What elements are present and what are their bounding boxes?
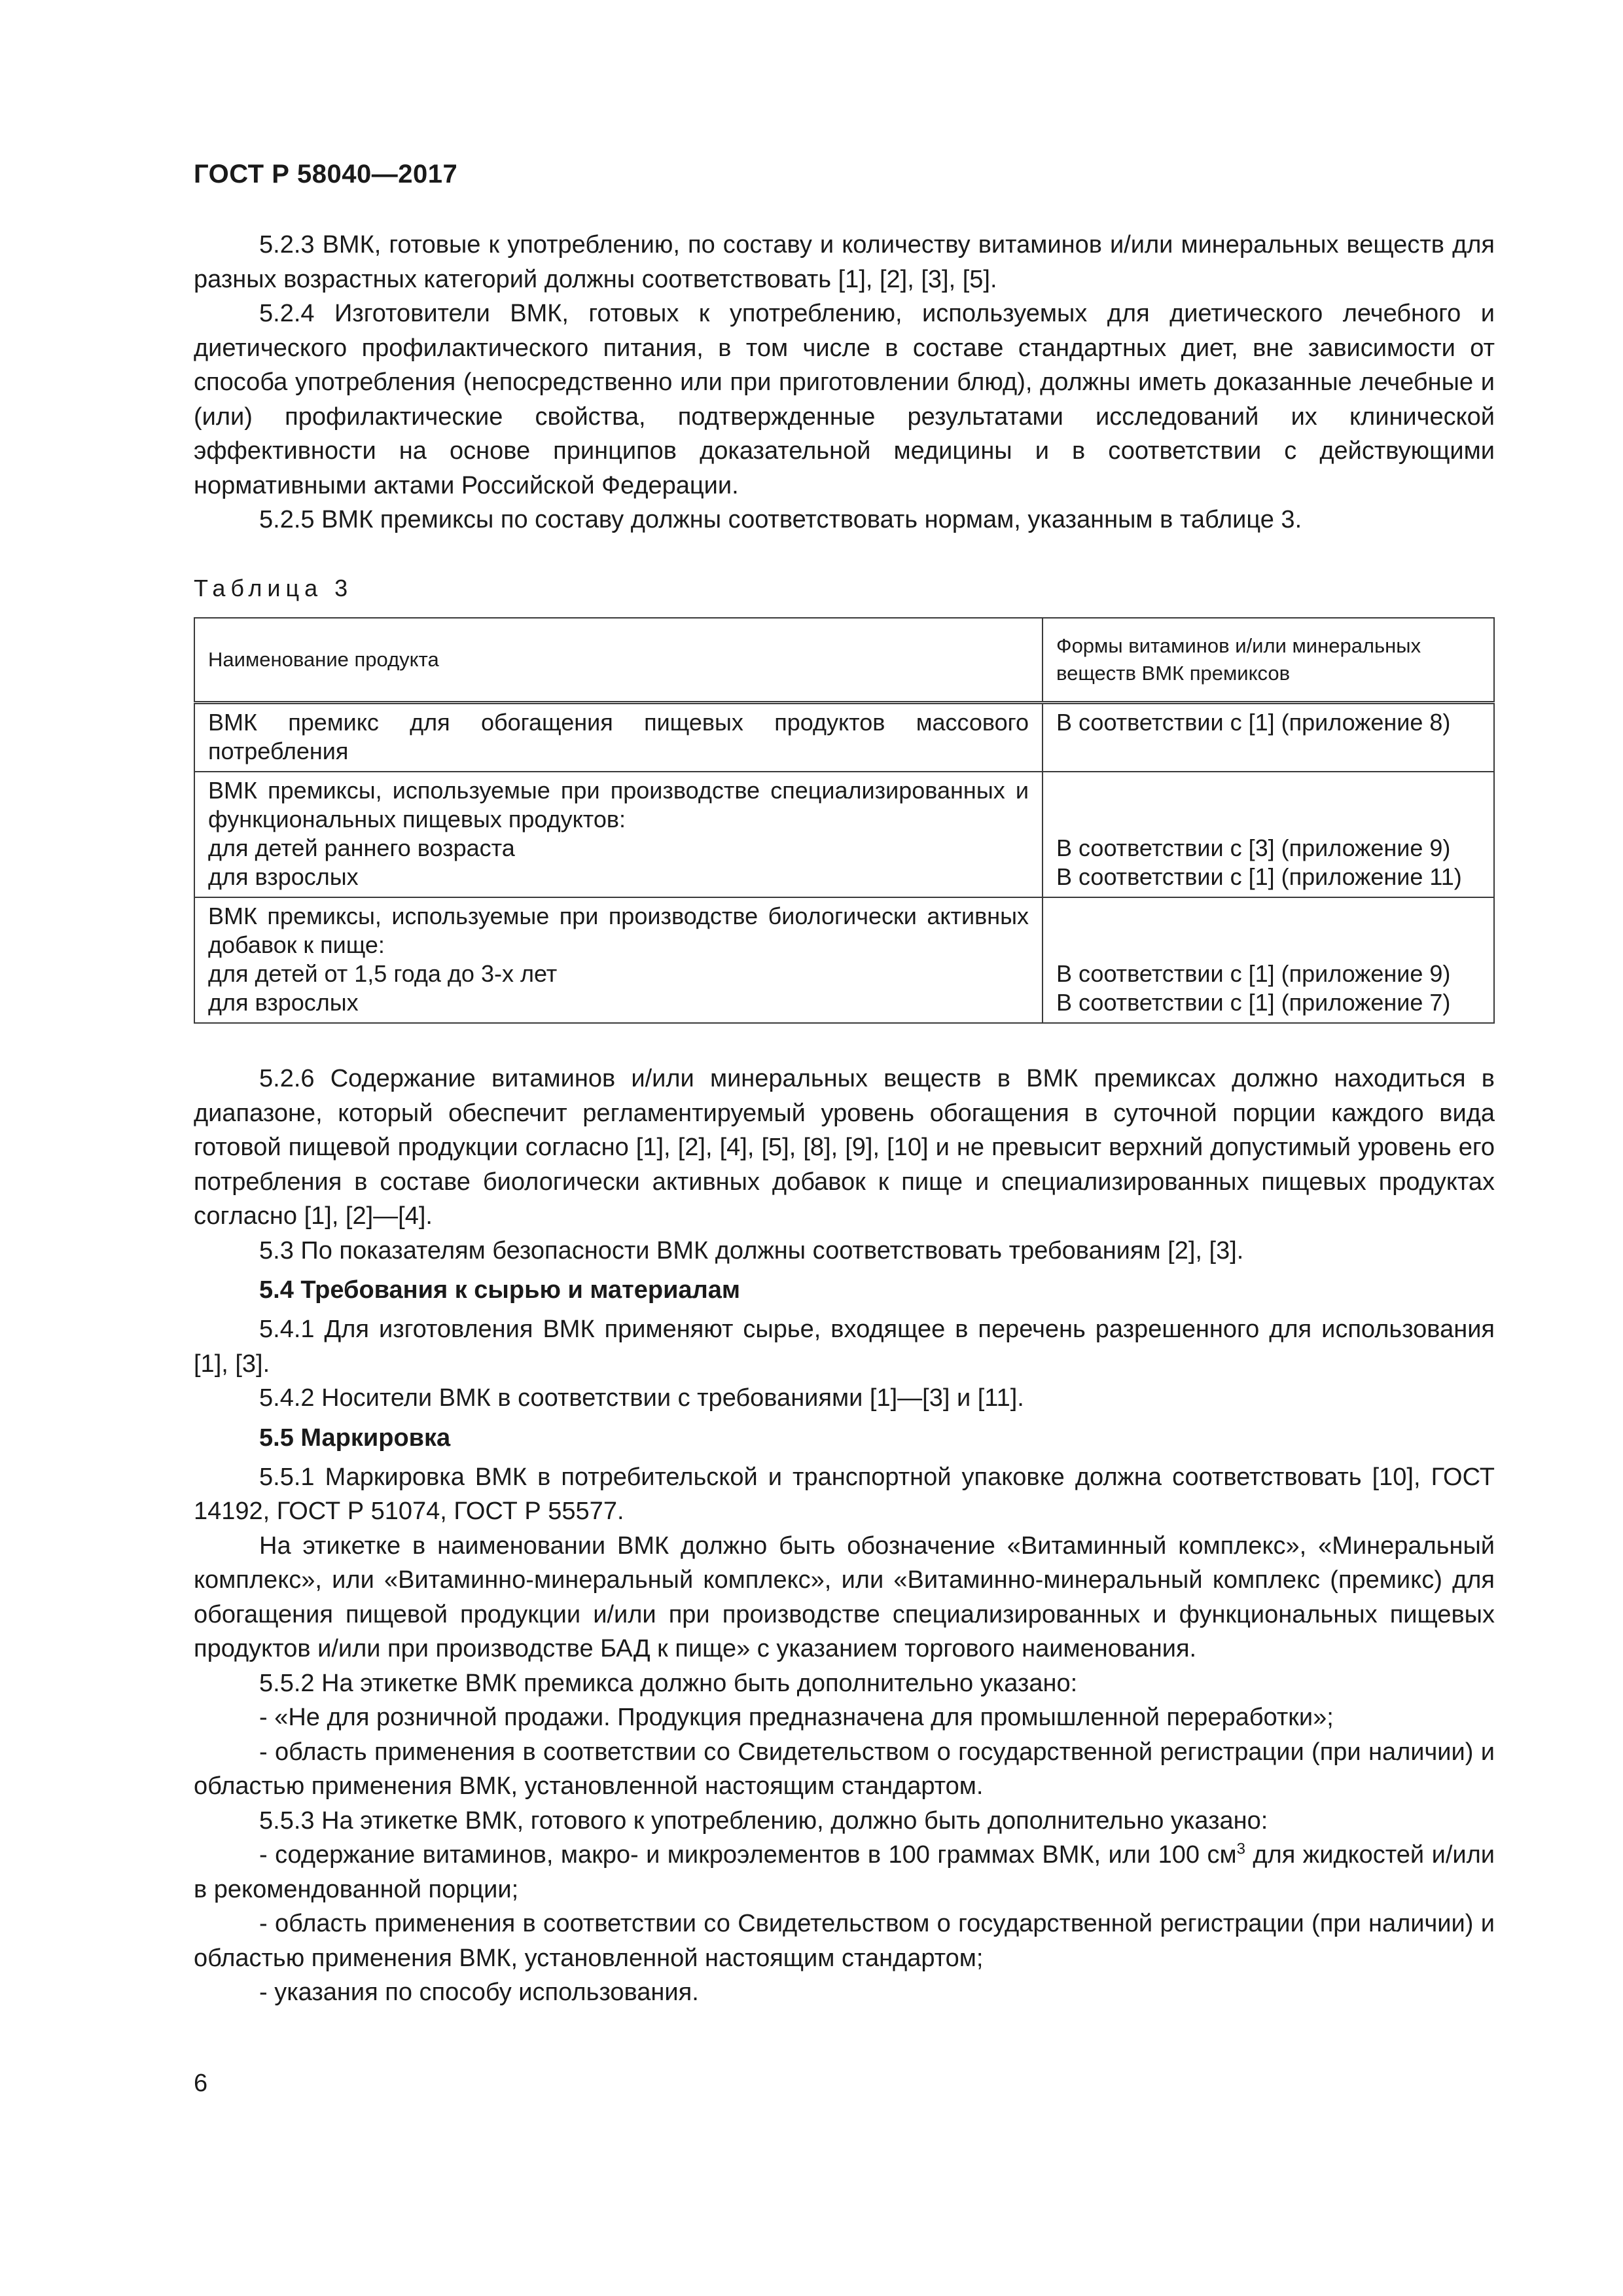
list-item: - область применения в соответствии со Свидетельством о государственной регистрации (при наличии) и областью применения ВМК, установленной настоящим стандартом. — [194, 1738, 1495, 1800]
heading-5-5: 5.5 Маркировка — [259, 1424, 451, 1452]
cell-line: для детей от 1,5 года до 3-х лет — [208, 960, 558, 987]
paragraph-5-2-6: 5.2.6 Содержание витаминов и/или минеральных веществ в ВМК премиксах должно находиться в диапазоне, который обеспечит регламентируемый уровень обогащения в суточной порции каждого вида готовой пищевой продукции согласно [1], [2], [4], [5], [8], [9], [10] и не превысит верхний допустимый уровень его потребления в составе биологически активных добавок к пище и специализированных пищевых продуктах согласно [1], [2]—[4]. — [194, 1065, 1495, 1230]
heading-5-4: 5.4 Требования к сырью и материалам — [259, 1276, 740, 1304]
paragraph-5-5-3: 5.5.3 На этикетке ВМК, готового к употреблению, должно быть дополнительно указано: — [259, 1806, 1268, 1835]
table-row — [194, 897, 1494, 1023]
column-header-forms: Формы витаминов и/или минеральных веществ ВМК премиксов — [1043, 618, 1494, 703]
cell-line: для взрослых — [208, 989, 359, 1016]
cell-line: для детей раннего возраста — [208, 834, 515, 861]
table-cell-forms — [1043, 703, 1494, 772]
cell-line: для взрослых — [208, 863, 359, 890]
cell-line: В соответствии с [1] (приложение 9) — [1056, 960, 1451, 987]
paragraph-5-5-1: 5.5.1 Маркировка ВМК в потребительской и транспортной упаковке должна соответствовать [10], ГОСТ 14192, ГОСТ Р 51074, ГОСТ Р 55577. — [194, 1463, 1495, 1525]
table-cell-forms — [1043, 772, 1494, 897]
paragraph-5-2-3: 5.2.3 ВМК, готовые к употреблению, по составу и количеству витаминов и/или минеральных веществ для разных возрастных категорий должны соответствовать [1], [2], [3], [5]. — [194, 231, 1495, 293]
cell-line: ВМК премиксы, используемые при производстве специализированных и функциональных пищевых продуктов: — [208, 777, 1029, 833]
cell-line: В соответствии с [3] (приложение 9) — [1056, 834, 1451, 861]
list-item: - область применения в соответствии со Свидетельством о государственной регистрации (при наличии) и областью применения ВМК, установленной настоящим стандартом; — [194, 1910, 1495, 1972]
cell-line: ВМК премиксы, используемые при производстве биологически активных добавок к пище: — [208, 903, 1029, 958]
table-cell-product — [194, 703, 1043, 772]
paragraph-5-5-2: 5.5.2 На этикетке ВМК премикса должно быть дополнительно указано: — [259, 1669, 1078, 1697]
cell-line: В соответствии с [1] (приложение 7) — [1056, 989, 1451, 1016]
table-cell-product — [194, 897, 1043, 1023]
list-item-text: - содержание витаминов, макро- и микроэлементов в 100 граммах ВМК, или 100 см — [259, 1841, 1237, 1869]
list-item-text: для жидкостей и/или в рекомендованной порции; — [194, 1841, 1495, 1903]
document-body — [194, 228, 1495, 2010]
table-cell-product — [194, 772, 1043, 897]
list-item: - указания по способу использования. — [259, 1979, 699, 2006]
cell-line: В соответствии с [1] (приложение 11) — [1056, 863, 1462, 890]
superscript-3: 3 — [1236, 1840, 1245, 1858]
table-row — [194, 772, 1494, 897]
cell-line: ВМК премикс для обогащения пищевых продуктов массового потребления — [208, 709, 1029, 764]
table-header-row — [194, 618, 1494, 703]
page-number: 6 — [194, 2070, 208, 2097]
paragraph-5-2-5: 5.2.5 ВМК премиксы по составу должны соответствовать нормам, указанным в таблице 3. — [259, 506, 1302, 533]
table-3 — [194, 617, 1495, 1024]
column-header-product: Наименование продукта — [194, 618, 1043, 703]
list-item: - «Не для розничной продажи. Продукция предназначена для промышленной переработки»; — [259, 1704, 1334, 1731]
paragraph-5-4-1: 5.4.1 Для изготовления ВМК применяют сырье, входящее в перечень разрешенного для использования [1], [3]. — [194, 1316, 1495, 1378]
list-item — [194, 1838, 1495, 1907]
document-header: ГОСТ Р 58040—2017 — [194, 160, 458, 188]
table-row — [194, 703, 1494, 772]
table-caption: Таблица 3 — [194, 574, 353, 601]
cell-line: В соответствии с [1] (приложение 8) — [1056, 709, 1451, 736]
paragraph-5-3: 5.3 По показателям безопасности ВМК должны соответствовать требованиям [2], [3]. — [259, 1236, 1244, 1265]
paragraph-label-naming: На этикетке в наименовании ВМК должно быть обозначение «Витаминный комплекс», «Минеральный комплекс», или «Витаминно-минеральный комплекс», или «Витаминно-минеральный комплекс (премикс) для обогащения пищевой продукции и/или при производстве специализированных и функциональных пищевых продуктов и/или при производстве БАД к пище» с указанием торгового наименования. — [194, 1532, 1495, 1662]
paragraph-5-2-4: 5.2.4 Изготовители ВМК, готовых к употреблению, используемых для диетического лечебного и диетического профилактического питания, в том числе в составе стандартных диет, вне зависимости от способа употребления (непосредственно или при приготовлении блюд), должны иметь доказанные лечебные и (или) профилактические свойства, подтвержденные результатами исследований их клинической эффективности на основе принципов доказательной медицины и в соответствии с действующими нормативными актами Российской Федерации. — [194, 300, 1495, 499]
table-cell-forms — [1043, 897, 1494, 1023]
paragraph-5-4-2: 5.4.2 Носители ВМК в соответствии с требованиями [1]—[3] и [11]. — [259, 1384, 1024, 1412]
